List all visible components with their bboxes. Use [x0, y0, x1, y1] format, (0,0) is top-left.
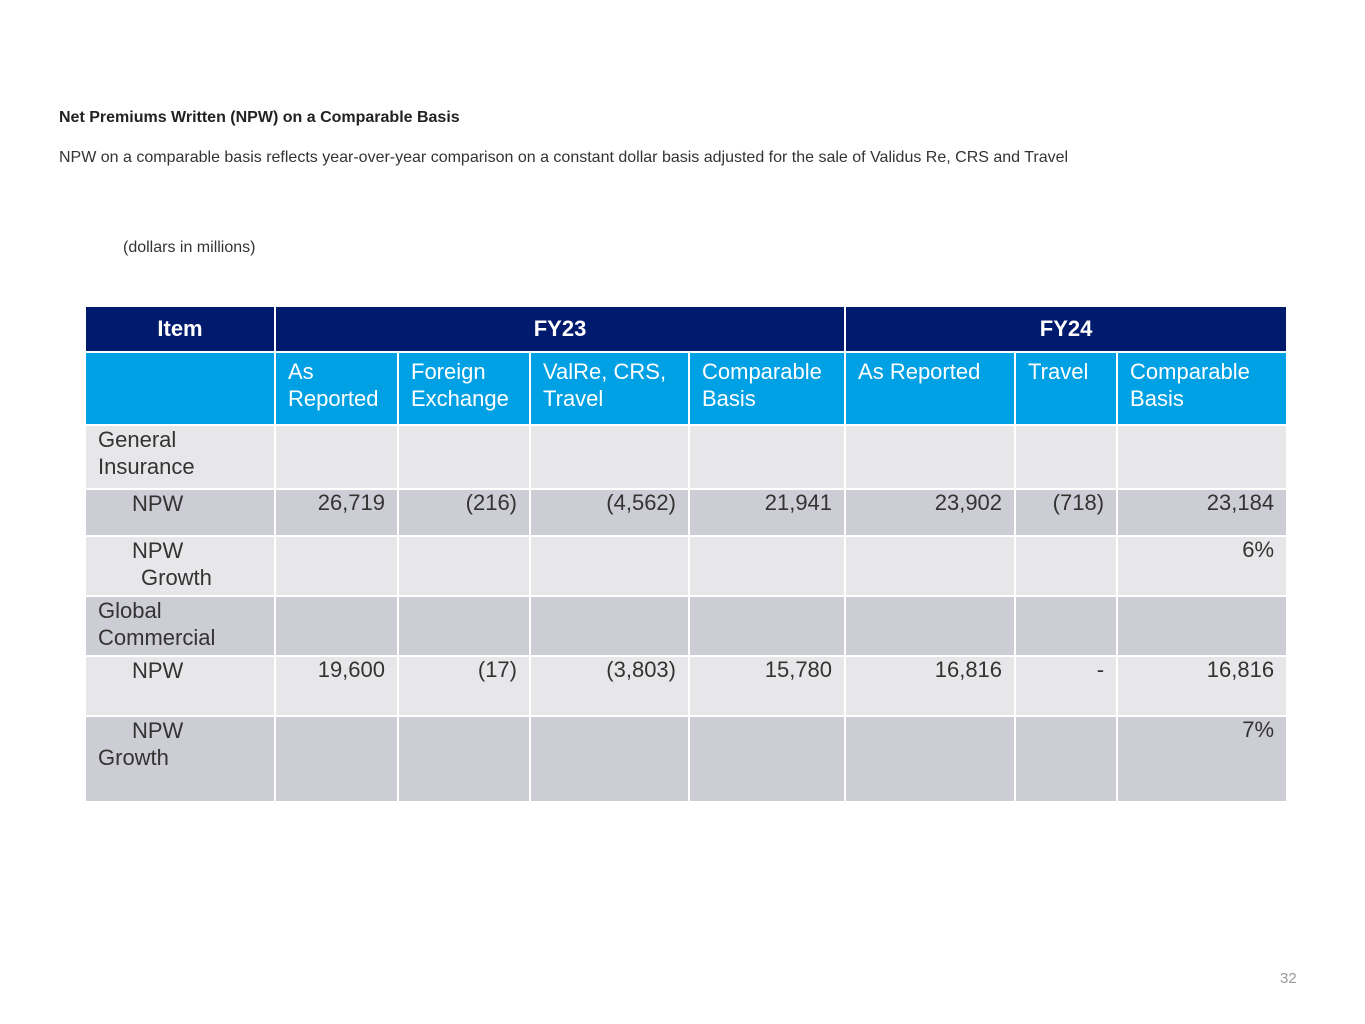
row-label-global-commercial [85, 596, 275, 656]
row-label-text: Growth [98, 745, 169, 770]
table-cell [845, 596, 1015, 656]
table-row [85, 716, 1287, 802]
table-row [85, 656, 1287, 716]
table-cell [530, 425, 689, 489]
table-cell [1117, 596, 1287, 656]
table-cell [1015, 536, 1117, 596]
table-cell: 6% [1117, 536, 1287, 596]
table-cell [845, 425, 1015, 489]
table-cell: (3,803) [530, 656, 689, 716]
sub-header-text: Comparable [1130, 359, 1250, 384]
sub-header-text: Basis [1130, 386, 1184, 411]
row-label-text: Growth [141, 565, 212, 590]
sub-header-text: As [288, 359, 314, 384]
table-cell: (216) [398, 489, 530, 536]
sub-header-fy24-as-reported [845, 352, 1015, 425]
table-cell: (17) [398, 656, 530, 716]
sub-header-fy23-as-reported [275, 352, 398, 425]
table-cell [398, 536, 530, 596]
table-cell: 15,780 [689, 656, 845, 716]
table-row [85, 536, 1287, 596]
row-label-gi-npw-growth [85, 536, 275, 596]
table-cell [689, 425, 845, 489]
sub-header-fy23-comparable [689, 352, 845, 425]
table-cell [530, 536, 689, 596]
table-cell [1015, 716, 1117, 802]
sub-header-text: ValRe, CRS, [543, 359, 667, 384]
table-cell [275, 596, 398, 656]
table-row [85, 596, 1287, 656]
table-cell [845, 716, 1015, 802]
table-cell: 7% [1117, 716, 1287, 802]
table-cell [530, 596, 689, 656]
header-fy23: FY23 [275, 306, 845, 352]
table-cell [845, 536, 1015, 596]
sub-header-text: Exchange [411, 386, 509, 411]
sub-header-text: Comparable [702, 359, 822, 384]
row-label-text: Insurance [98, 454, 195, 479]
table-cell: 19,600 [275, 656, 398, 716]
table-cell [689, 536, 845, 596]
row-label-text: Commercial [98, 625, 216, 650]
sub-header-row [85, 352, 1287, 425]
table-cell: 21,941 [689, 489, 845, 536]
row-label-text: General [98, 427, 177, 452]
table-cell [275, 716, 398, 802]
table-cell [530, 716, 689, 802]
header-item: Item [85, 306, 275, 352]
table-cell [275, 425, 398, 489]
sub-header-text: Travel [1028, 359, 1089, 384]
sub-header-fy23-foreign-exchange [398, 352, 530, 425]
sub-header-text: Foreign [411, 359, 486, 384]
sub-header-text: Travel [543, 386, 604, 411]
table-row [85, 425, 1287, 489]
table-cell [398, 596, 530, 656]
header-group-row [85, 306, 1287, 352]
units-note: (dollars in millions) [123, 239, 256, 256]
table-cell: (718) [1015, 489, 1117, 536]
sub-header-text: Reported [288, 386, 379, 411]
page-subtitle: NPW on a comparable basis reflects year-over-year comparison on a constant dollar basis adjusted for the sale of Validus Re, CRS and Travel [59, 149, 1069, 166]
table-cell: (4,562) [530, 489, 689, 536]
sub-header-fy24-comparable [1117, 352, 1287, 425]
npw-table [84, 305, 1288, 803]
row-label-text: NPW [132, 491, 184, 516]
page-number: 32 [1280, 970, 1297, 987]
row-label-text: NPW [132, 538, 184, 563]
table-cell [1015, 425, 1117, 489]
table-row [85, 489, 1287, 536]
row-label-text: NPW [132, 718, 184, 743]
row-label-text: Global [98, 598, 162, 623]
sub-header-text: Basis [702, 386, 756, 411]
table-cell [1015, 596, 1117, 656]
table-cell [398, 716, 530, 802]
table-cell: 16,816 [845, 656, 1015, 716]
table-cell: 16,816 [1117, 656, 1287, 716]
table-cell [689, 596, 845, 656]
table-cell: 26,719 [275, 489, 398, 536]
page-title: Net Premiums Written (NPW) on a Comparable Basis [59, 109, 460, 126]
row-label-text: NPW [132, 658, 184, 683]
table-cell [689, 716, 845, 802]
table-cell: 23,184 [1117, 489, 1287, 536]
sub-header-fy24-travel [1015, 352, 1117, 425]
sub-header-fy23-valre [530, 352, 689, 425]
row-label-general-insurance [85, 425, 275, 489]
sub-header-blank [85, 352, 275, 425]
row-label-gi-npw [85, 489, 275, 536]
table-cell: 23,902 [845, 489, 1015, 536]
table-cell [398, 425, 530, 489]
header-fy24: FY24 [845, 306, 1287, 352]
row-label-gc-npw-growth [85, 716, 275, 802]
row-label-gc-npw [85, 656, 275, 716]
table-cell [1117, 425, 1287, 489]
table-cell [275, 536, 398, 596]
table-cell: - [1015, 656, 1117, 716]
sub-header-text: As Reported [858, 359, 981, 384]
